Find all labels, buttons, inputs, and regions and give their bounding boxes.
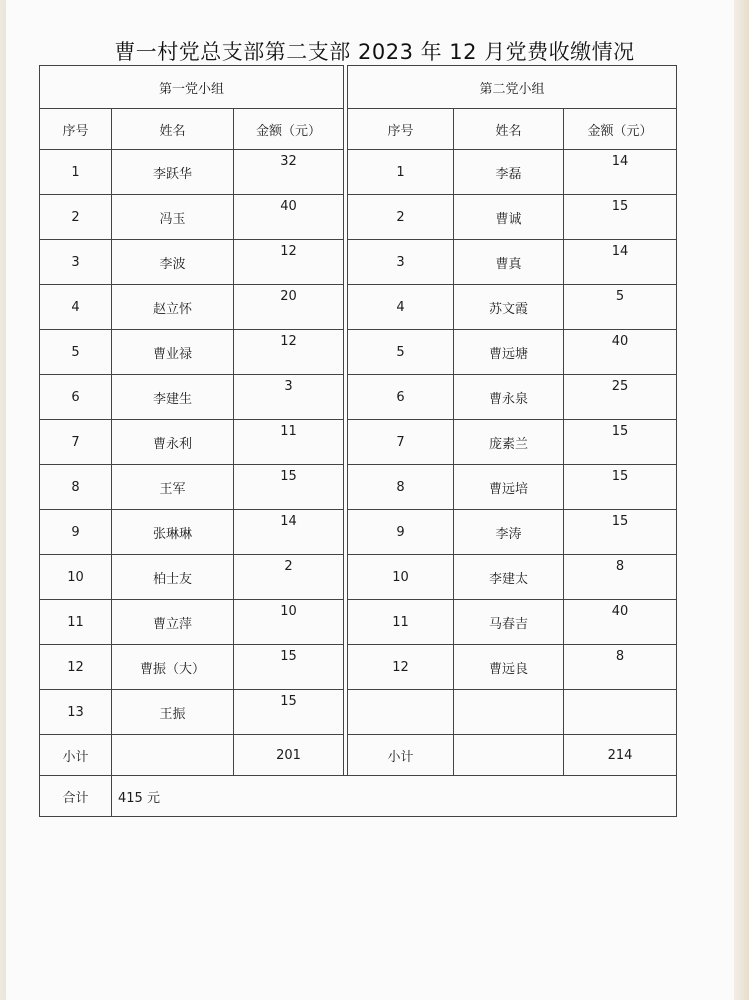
row-number: 5 [40,330,112,375]
table-row [40,150,677,195]
member-amount: 15 [564,465,677,510]
row-number: 2 [348,195,454,240]
member-name: 曹永利 [112,420,234,465]
row-number: 11 [40,600,112,645]
table-row [40,240,677,285]
member-amount: 32 [234,150,344,195]
member-amount: 20 [234,285,344,330]
member-name: 曹诚 [454,195,564,240]
member-name: 苏文霞 [454,285,564,330]
row-number: 8 [40,465,112,510]
group1-subtotal-label: 小计 [40,735,112,776]
member-amount: 15 [234,465,344,510]
member-amount: 8 [564,555,677,600]
group2-header-amount: 金额（元） [564,109,677,150]
dues-table [39,65,677,817]
row-number: 9 [348,510,454,555]
member-amount: 8 [564,645,677,690]
member-name: 李建太 [454,555,564,600]
member-name: 庞素兰 [454,420,564,465]
member-amount: 40 [564,330,677,375]
group2-header-no: 序号 [348,109,454,150]
row-number: 6 [40,375,112,420]
row-number: 4 [348,285,454,330]
member-amount: 14 [564,240,677,285]
row-number [348,690,454,735]
row-number: 12 [348,645,454,690]
total-row [40,776,677,817]
row-number: 3 [40,240,112,285]
row-number: 6 [348,375,454,420]
member-amount: 11 [234,420,344,465]
member-name: 曹业禄 [112,330,234,375]
group2-header-name: 姓名 [454,109,564,150]
dues-table-body [40,66,677,817]
member-amount: 15 [564,195,677,240]
table-row [40,195,677,240]
member-name: 曹立萍 [112,600,234,645]
row-number: 1 [40,150,112,195]
table-row [40,375,677,420]
total-label: 合计 [40,776,112,817]
group1-header-amount: 金额（元） [234,109,344,150]
member-amount: 15 [234,645,344,690]
row-number: 9 [40,510,112,555]
row-number: 8 [348,465,454,510]
member-amount: 10 [234,600,344,645]
total-value: 415 元 [112,776,677,817]
member-name: 王军 [112,465,234,510]
row-number: 3 [348,240,454,285]
row-number: 10 [40,555,112,600]
member-name: 曹远塘 [454,330,564,375]
member-name: 李波 [112,240,234,285]
row-number: 12 [40,645,112,690]
member-name: 李磊 [454,150,564,195]
member-name: 张琳琳 [112,510,234,555]
member-name: 曹远培 [454,465,564,510]
column-header-row [40,109,677,150]
table-row [40,330,677,375]
member-name: 李涛 [454,510,564,555]
table-row [40,420,677,465]
member-name [454,690,564,735]
member-name: 王振 [112,690,234,735]
row-number: 7 [40,420,112,465]
member-amount: 15 [564,420,677,465]
group1-subtotal-empty [112,735,234,776]
member-name: 曹真 [454,240,564,285]
member-amount: 15 [234,690,344,735]
member-amount: 12 [234,240,344,285]
subtotal-row [40,735,677,776]
member-name: 曹远良 [454,645,564,690]
table-row [40,285,677,330]
member-amount: 14 [234,510,344,555]
page-edge [734,0,749,1000]
member-amount: 5 [564,285,677,330]
row-number: 7 [348,420,454,465]
group-header-row [40,66,677,109]
group1-header-no: 序号 [40,109,112,150]
member-amount [564,690,677,735]
group2-subtotal-label: 小计 [348,735,454,776]
row-number: 10 [348,555,454,600]
group1-header-name: 姓名 [112,109,234,150]
document-title: 曹一村党总支部第二支部 2023 年 12 月党费收缴情况 [114,40,635,64]
group2-name: 第二党小组 [348,66,677,109]
member-name: 李建生 [112,375,234,420]
member-amount: 14 [564,150,677,195]
table-row [40,510,677,555]
table-row [40,600,677,645]
member-amount: 2 [234,555,344,600]
member-name: 冯玉 [112,195,234,240]
table-row [40,645,677,690]
group1-name: 第一党小组 [40,66,344,109]
member-amount: 15 [564,510,677,555]
member-amount: 12 [234,330,344,375]
row-number: 1 [348,150,454,195]
member-name: 柏士友 [112,555,234,600]
row-number: 11 [348,600,454,645]
row-number: 5 [348,330,454,375]
group2-subtotal-empty [454,735,564,776]
row-number: 2 [40,195,112,240]
row-number: 4 [40,285,112,330]
group1-subtotal-value: 201 [234,735,344,776]
member-amount: 40 [234,195,344,240]
member-name: 曹振（大） [112,645,234,690]
group2-subtotal-value: 214 [564,735,677,776]
member-amount: 3 [234,375,344,420]
row-number: 13 [40,690,112,735]
member-amount: 25 [564,375,677,420]
member-amount: 40 [564,600,677,645]
member-name: 马春吉 [454,600,564,645]
member-name: 赵立怀 [112,285,234,330]
member-name: 李跃华 [112,150,234,195]
table-row [40,465,677,510]
table-row [40,690,677,735]
table-row [40,555,677,600]
member-name: 曹永泉 [454,375,564,420]
